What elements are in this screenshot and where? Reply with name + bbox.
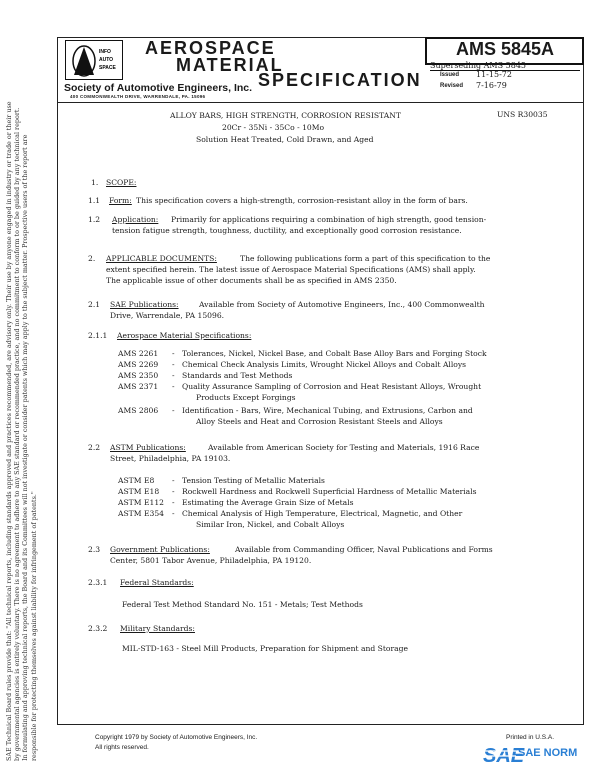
org-name: Society of Automotive Engineers, Inc. — [64, 82, 253, 94]
ams-code: AMS 2350 — [118, 371, 159, 380]
list-item: AMS 2261 - Tolerances, Nickel, Nickel Base, and Cobalt Base Alloy Bars and Forging Stock — [118, 349, 487, 358]
org-address: 400 COMMONWEALTH DRIVE, WARRENDALE, PA. 15096 — [70, 94, 206, 99]
section-2-2-num: 2.2 — [88, 443, 101, 452]
ams-code: AMS 2261 — [118, 349, 159, 358]
section-1-1-num: 1.1 — [88, 196, 101, 205]
ams-title: Quality Assurance Sampling of Corrosion and Heat Resistant Alloys, Wrought — [182, 382, 482, 391]
header-separator — [57, 102, 584, 103]
astm-code: ASTM E354 — [118, 509, 164, 518]
list-item: AMS 2350 - Standards and Test Methods — [118, 371, 293, 380]
ams-code: AMS 2269 — [118, 360, 159, 369]
astm-code: ASTM E112 — [118, 498, 164, 507]
astm-list — [118, 476, 578, 531]
sae-norm-watermark — [482, 742, 597, 772]
list-item: ASTM E8 - Tension Testing of Metallic Materials — [118, 476, 325, 485]
section-1-num: 1. — [91, 178, 99, 187]
title-line1: ALLOY BARS, HIGH STRENGTH, CORROSION RESISTANT — [170, 111, 401, 120]
astm-title: Estimating the Average Grain Size of Metals — [182, 498, 354, 507]
sae-watermark-icon — [482, 742, 525, 767]
section-2-1-1-title: Aerospace Material Specifications: — [117, 331, 252, 340]
section-1-1-text: This specification covers a high-strength, corrosion-resistant alloy in the form of bars. — [136, 196, 468, 205]
issued-label: Issued — [440, 72, 460, 78]
revised-label: Revised — [440, 83, 464, 89]
watermark-text: SAE NORM — [518, 747, 578, 759]
astm-title: Tension Testing of Metallic Materials — [182, 476, 325, 485]
section-2-3-1-title: Federal Standards: — [120, 578, 194, 587]
doc-number: AMS 5845A — [455, 39, 555, 59]
section-2-3-2-num: 2.3.2 — [88, 624, 108, 633]
section-2-3-num: 2.3 — [88, 545, 101, 554]
printed-in: Printed in U.S.A. — [506, 734, 555, 741]
ams-title: Chemical Check Analysis Limits, Wrought Nickel Alloys and Cobalt Alloys — [182, 360, 467, 369]
ams-title-cont: Products Except Forgings — [196, 393, 296, 402]
svg-text:SAE: SAE — [483, 745, 525, 767]
title-aerospace: AEROSPACE — [145, 38, 276, 58]
superseding: Superseding AMS 5845 — [430, 61, 580, 71]
list-item-cont — [118, 417, 578, 428]
section-2-2-title: ASTM Publications: — [110, 443, 186, 452]
list-item: ASTM E354 - Chemical Analysis of High Temperature, Electrical, Magnetic, and Other — [118, 509, 463, 518]
list-item: AMS 2371 - Quality Assurance Sampling of Corrosion and Heat Resistant Alloys, Wrought — [118, 382, 482, 391]
section-2-3-2-text: MIL-STD-163 - Steel Mill Products, Preparation for Shipment and Storage — [122, 644, 409, 653]
section-1-1-title: Form: — [109, 196, 132, 205]
section-1-2-title: Application: — [112, 215, 159, 224]
section-2-text: The following publications form a part of this specification to the — [240, 254, 491, 263]
section-2-1-text: Available from Society of Automotive Engineers, Inc., 400 Commonwealth — [199, 300, 485, 309]
sae-logo — [65, 40, 123, 80]
section-2-1-title: SAE Publications: — [110, 300, 179, 309]
title-line3: Solution Heat Treated, Cold Drawn, and Aged — [196, 135, 374, 144]
section-2-num: 2. — [88, 254, 96, 263]
ams-code: AMS 2806 — [118, 406, 159, 415]
section-2-1-1-num: 2.1.1 — [88, 331, 108, 340]
section-2-3-2-title: Military Standards: — [120, 624, 195, 633]
astm-title-cont: Similar Iron, Nickel, and Cobalt Alloys — [196, 520, 345, 529]
section-2-3-text: Available from Commanding Officer, Naval Publications and Forms — [235, 545, 493, 554]
list-item-cont — [118, 520, 578, 531]
section-1-2-text2: tension fatigue strength, toughness, ductility, and exceptionally good corrosion resistance. — [112, 226, 462, 235]
section-2-3-1-text: Federal Test Method Standard No. 151 - Metals; Test Methods — [122, 600, 363, 609]
side-disclaimer: SAE Technical Board rules provide that: "All technical reports, including standards approved and practices recommended, are advisory only. Their use by anyone engaged in industry or trade or their use by governmental agencies is entirely voluntary. There is no agreement to adhere to any SAE standard or recommended practice, and no commitment to conform to or be guided by any technical report. In formulating and approving technical reports, the Board and its Committees will not investigate or consider patents which may apply to the subject matter. Prospective users of the report are responsible for protecting themselves against liability for infringement of patents." — [5, 101, 38, 761]
copyright: Copyright 1979 by Society of Automotive Engineers, Inc. — [95, 734, 258, 741]
title-line2: 20Cr - 35Ni - 35Co - 10Mo — [222, 123, 325, 132]
list-item: AMS 2806 - Identification - Bars, Wire, Mechanical Tubing, and Extrusions, Carbon and — [118, 406, 473, 415]
rights-reserved: All rights reserved. — [95, 744, 149, 751]
title-material: MATERIAL — [176, 55, 284, 75]
ams-title: Standards and Test Methods — [182, 371, 293, 380]
svg-text:SPACE: SPACE — [99, 65, 116, 71]
section-1-title: SCOPE: — [106, 178, 137, 187]
section-2-1-text2: Drive, Warrendale, PA 15096. — [110, 311, 225, 320]
ams-code: AMS 2371 — [118, 382, 159, 391]
sae-logo-icon — [66, 41, 122, 79]
svg-text:AUTO: AUTO — [99, 57, 114, 63]
astm-title: Chemical Analysis of High Temperature, Electrical, Magnetic, and Other — [182, 509, 463, 518]
section-2-2-text2: Street, Philadelphia, PA 19103. — [110, 454, 231, 463]
uns-number: UNS R30035 — [497, 110, 548, 119]
section-1-2-text: Primarily for applications requiring a combination of high strength, good tension- — [171, 215, 487, 224]
section-1-2-num: 1.2 — [88, 215, 101, 224]
ams-list — [118, 349, 578, 428]
section-2-text2: extent specified herein. The latest issue of Aerospace Material Specifications (AMS) shall apply. — [106, 265, 476, 274]
revised-date: 7-16-79 — [476, 81, 507, 90]
section-2-3-text2: Center, 5801 Tabor Avenue, Philadelphia, PA 19120. — [110, 556, 312, 565]
ams-title: Identification - Bars, Wire, Mechanical Tubing, and Extrusions, Carbon and — [182, 406, 473, 415]
section-2-title: APPLICABLE DOCUMENTS: — [106, 254, 217, 263]
section-2-2-text: Available from American Society for Testing and Materials, 1916 Race — [208, 443, 480, 452]
ams-title: Tolerances, Nickel, Nickel Base, and Cobalt Base Alloy Bars and Forging Stock — [182, 349, 487, 358]
title-specification: SPECIFICATION — [258, 70, 422, 90]
list-item: AMS 2269 - Chemical Check Analysis Limits, Wrought Nickel Alloys and Cobalt Alloys — [118, 360, 467, 369]
astm-title: Rockwell Hardness and Rockwell Superficial Hardness of Metallic Materials — [182, 487, 477, 496]
section-2-3-title: Government Publications: — [110, 545, 210, 554]
ams-title-cont: Alloy Steels and Heat and Corrosion Resistant Steels and Alloys — [196, 417, 443, 426]
section-2-1-num: 2.1 — [88, 300, 101, 309]
issued-date: 11-15-72 — [476, 70, 512, 79]
list-item-cont — [118, 393, 578, 406]
svg-text:INFO: INFO — [99, 49, 111, 55]
astm-code: ASTM E18 — [118, 487, 160, 496]
list-item: ASTM E112 - Estimating the Average Grain Size of Metals — [118, 498, 354, 507]
list-item: ASTM E18 - Rockwell Hardness and Rockwell Superficial Hardness of Metallic Materials — [118, 487, 477, 496]
section-2-text3: The applicable issue of other documents shall be as specified in AMS 2350. — [106, 276, 397, 285]
section-2-3-1-num: 2.3.1 — [88, 578, 108, 587]
astm-code: ASTM E8 — [118, 476, 155, 485]
